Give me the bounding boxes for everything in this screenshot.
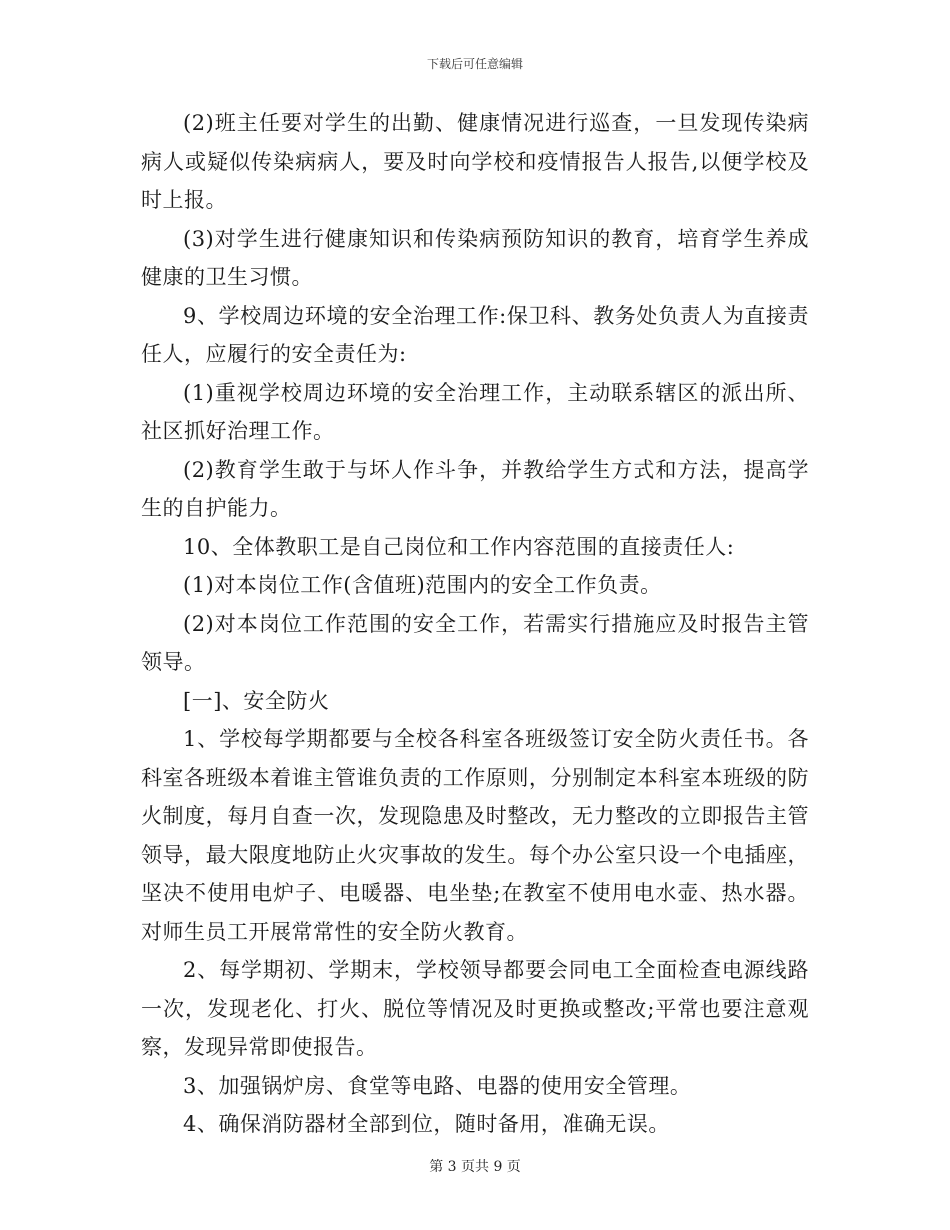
paragraph: (2)教育学生敢于与坏人作斗争，并教给学生方式和方法，提高学生的自护能力。 [141, 457, 809, 520]
paragraph: (2)对本岗位工作范围的安全工作，若需实行措施应及时报告主管领导。 [141, 611, 809, 674]
header-note: 下载后可任意编辑 [426, 57, 523, 71]
paragraph: 2、每学期初、学期末，学校领导都要会同电工全面检查电源线路一次，发现老化、打火、脱位等情况及时更换或整改;平常也要注意观察，发现异常即使报告。 [141, 958, 809, 1059]
paragraph: (1)对本岗位工作(含值班)范围内的安全工作负责。 [183, 573, 662, 597]
paragraph: 10、全体教职工是自己岗位和工作内容范围的直接责任人: [183, 534, 735, 559]
paragraph: 9、学校周边环境的安全治理工作:保卫科、教务处负责人为直接责任人，应履行的安全责任为: [141, 303, 809, 366]
paragraph: (2)班主任要对学生的出勤、健康情况进行巡查，一旦发现传染病病人或疑似传染病病人，要及时向学校和疫情报告人报告,以便学校及时上报。 [141, 111, 809, 212]
page-number: 第 3 页共 9 页 [429, 1159, 521, 1175]
paragraph: 1、学校每学期都要与全校各科室各班级签订安全防火责任书。各科室各班级本着谁主管谁负责的工作原则，分别制定本科室本班级的防火制度，每月自查一次，发现隐患及时整改，无力整改的立即报告主管领导，最大限度地防止火灾事故的发生。每个办公室只设一个电插座，坚决不使用电炉子、电暖器、电坐垫;在教室不使用电水壶、热水器。对师生员工开展常常性的安全防火教育。 [141, 727, 809, 944]
paragraph: (3)对学生进行健康知识和传染病预防知识的教育，培育学生养成健康的卫生习惯。 [141, 226, 809, 289]
paragraph: (1)重视学校周边环境的安全治理工作，主动联系辖区的派出所、社区抓好治理工作。 [141, 380, 809, 443]
paragraph: 3、加强锅炉房、食堂等电路、电器的使用安全管理。 [183, 1073, 692, 1098]
document-body [141, 104, 809, 1144]
paragraph: 4、确保消防器材全部到位，随时备用，准确无误。 [183, 1112, 670, 1136]
section-heading: [一]、安全防火 [183, 688, 330, 713]
